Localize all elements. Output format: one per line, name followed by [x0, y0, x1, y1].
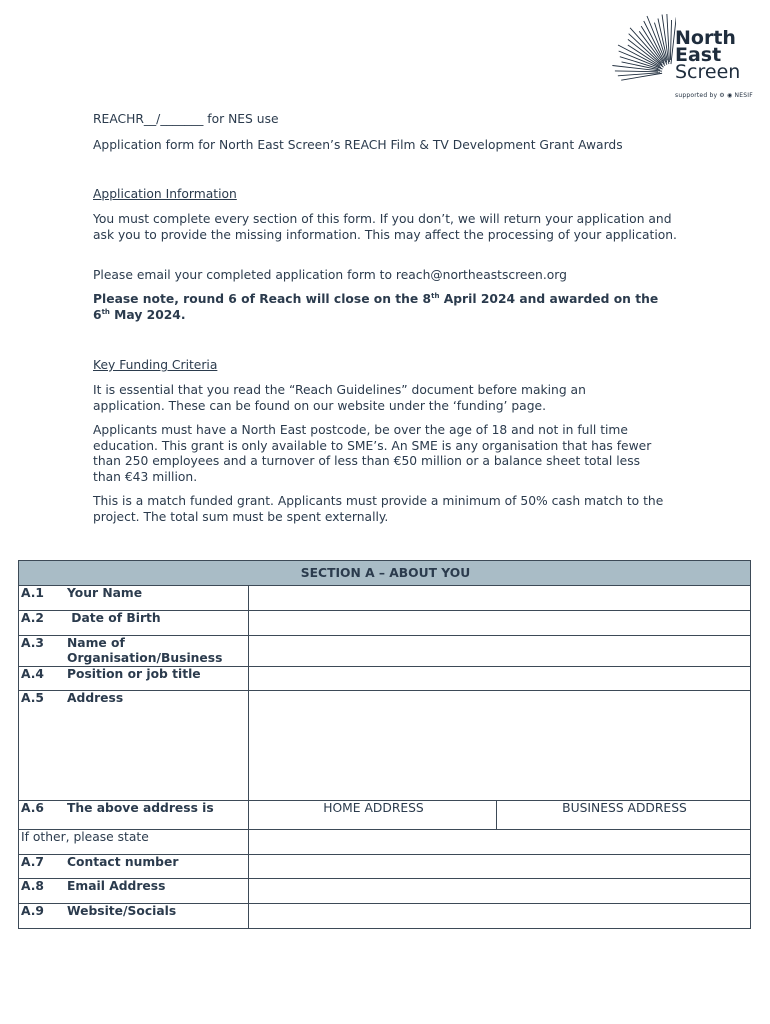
key-funding-paragraph-3: This is a match funded grant. Applicants must provide a minimum of 50% cash match to the project. The total sum must be spent externally.: [93, 494, 664, 524]
row-number: A.3: [21, 636, 44, 650]
deadline-note: [93, 292, 673, 323]
partner-logos: supported by ⚙ ◉ NESIF: [675, 92, 753, 99]
row-label-text: The above address is: [67, 801, 214, 815]
row-label: [19, 879, 249, 904]
row-label: [19, 855, 249, 879]
business-address-option[interactable]: BUSINESS ADDRESS: [497, 801, 751, 830]
job-title-field[interactable]: [249, 667, 751, 691]
table-row: [19, 636, 751, 667]
row-number: A.8: [21, 879, 44, 893]
deadline-note-text-a: Please note, round 6 of Reach will close on the 8: [93, 292, 432, 306]
form-title: Application form for North East Screen’s REACH Film & TV Development Grant Awards: [93, 138, 623, 152]
row-label-text: Website/Socials: [67, 904, 177, 918]
row-label: [19, 611, 249, 636]
row-number: A.2: [21, 611, 44, 625]
organisation-name-field[interactable]: [249, 636, 751, 667]
row-label-text: Date of Birth: [67, 611, 161, 625]
table-row: [19, 904, 751, 929]
row-number: A.7: [21, 855, 44, 869]
application-info-paragraph: You must complete every section of this form. If you don’t, we will return your application and ask you to provide the missing information. This may affect the processing of your application.: [93, 212, 677, 242]
home-address-option[interactable]: HOME ADDRESS: [249, 801, 497, 830]
key-funding-paragraph-2: Applicants must have a North East postcode, be over the age of 18 and not in full time education. This grant is only available to SME’s. An SME is any organisation that has fewer than 250 employees and a turnover of less than €50 million or a balance sheet total less than €43 million.: [93, 423, 652, 484]
deadline-note-sup-1: th: [431, 291, 440, 300]
table-row: [19, 691, 751, 801]
row-label-text: Contact number: [67, 855, 179, 869]
row-label-text: Address: [67, 691, 124, 705]
your-name-field[interactable]: [249, 586, 751, 611]
key-funding-paragraph-1: It is essential that you read the “Reach Guidelines” document before making an application. These can be found on our website under the ‘funding’ page.: [93, 383, 586, 413]
deadline-note-text-b: April 2024 and awarded on the 6: [93, 292, 659, 322]
row-label: [19, 691, 249, 801]
row-label: [19, 586, 249, 611]
row-number: A.5: [21, 691, 44, 705]
section-a-title: SECTION A – ABOUT YOU: [19, 561, 751, 586]
north-east-screen-logo: [598, 14, 758, 104]
row-label: [19, 904, 249, 929]
row-label: [19, 667, 249, 691]
application-info-heading: Application Information: [93, 187, 237, 201]
row-label: [19, 830, 249, 855]
row-label: [19, 636, 249, 667]
row-number: A.1: [21, 586, 44, 600]
row-number: A.4: [21, 667, 44, 681]
row-label-text: Position or job title: [67, 667, 201, 681]
sunburst-logo-icon: [598, 14, 676, 84]
table-row: [19, 611, 751, 636]
table-row: [19, 801, 751, 830]
section-a-table: [18, 560, 751, 929]
website-socials-field[interactable]: [249, 904, 751, 929]
logo-word-north: North: [675, 27, 736, 49]
row-number: A.6: [21, 801, 44, 815]
deadline-note-sup-2: th: [101, 307, 110, 316]
logo-word-east: East: [675, 44, 722, 66]
email-instruction: Please email your completed application form to reach@northeastscreen.org: [93, 268, 567, 282]
row-label: [19, 801, 249, 830]
contact-number-field[interactable]: [249, 855, 751, 879]
email-address-field[interactable]: [249, 879, 751, 904]
row-label-text: Email Address: [67, 879, 166, 893]
key-funding-heading: Key Funding Criteria: [93, 358, 218, 372]
row-label-text: Name of Organisation/Business: [67, 636, 223, 665]
date-of-birth-field[interactable]: [249, 611, 751, 636]
logo-word-screen: Screen: [675, 61, 741, 83]
row-number: A.9: [21, 904, 44, 918]
deadline-note-text-c: May 2024.: [109, 307, 186, 322]
row-label-text: Your Name: [67, 586, 143, 600]
row-label-text: If other, please state: [21, 830, 149, 844]
table-row: [19, 879, 751, 904]
table-row: [19, 586, 751, 611]
table-row: [19, 667, 751, 691]
table-row: [19, 830, 751, 855]
table-row: [19, 855, 751, 879]
other-address-field[interactable]: [249, 830, 751, 855]
address-field[interactable]: [249, 691, 751, 801]
reference-line: REACHR__/_______ for NES use: [93, 112, 279, 126]
